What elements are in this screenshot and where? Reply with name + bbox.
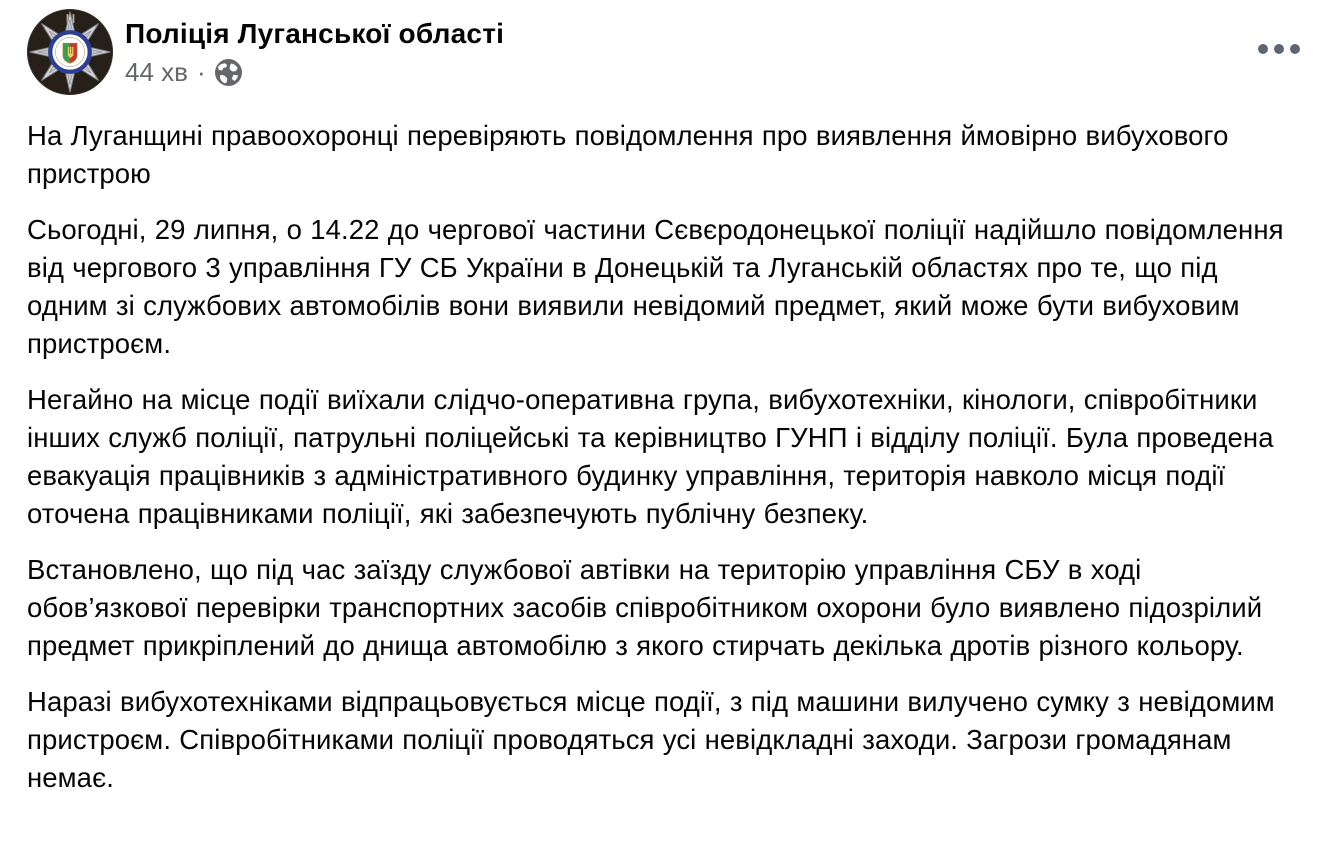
- post-header: [0, 0, 1332, 95]
- post-paragraph: Сьогодні, 29 липня, о 14.22 до чергової частини Сєвєродонецької поліції надійшло повідомлення від чергового 3 управління ГУ СБ України в Донецькій та Луганській областях про те, що під одним зі службових автомобілів вони виявили невідомий предмет, який може бути вибуховим пристроєм.: [27, 214, 1284, 359]
- post-body: [0, 95, 1332, 797]
- meta-separator: ·: [196, 57, 206, 87]
- post-paragraph: Негайно на місце події виїхали слідчо-оперативна група, вибухотехніки, кінологи, співробітники інших служб поліції, патрульні поліцейські та керівництво ГУНП і відділу поліції. Була проведена евакуація працівників з адміністративного будинку управління, територія навколо місця події оточена працівниками поліції, які забезпечують публічну безпеку.: [27, 384, 1274, 529]
- post-paragraph: Наразі вибухотехніками відпрацьовується місце події, з під машини вилучено сумку з невідомим пристроєм. Співробітниками поліції проводяться усі невідкладні заходи. Загрози громадянам немає.: [27, 686, 1275, 793]
- author-name[interactable]: Поліція Луганської області: [125, 18, 505, 49]
- post-paragraph: На Луганщині правоохоронці перевіряють повідомлення про виявлення ймовірно вибухового пристрою: [27, 120, 1229, 189]
- police-badge-icon: [27, 9, 113, 95]
- dot-icon: [1290, 44, 1300, 54]
- post-paragraph: Встановлено, що під час заїзду службової автівки на територію управління СБУ в ході обов’язкової перевірки транспортних засобів співробітником охорони було виявлено підозрілий предмет прикріплений до днища автомобілю з якого стирчать декілька дротів різного кольору.: [27, 554, 1263, 661]
- globe-icon: [215, 59, 242, 86]
- dot-icon: [1274, 44, 1284, 54]
- post-meta: [125, 57, 504, 87]
- timestamp[interactable]: 44 хв: [125, 57, 188, 87]
- dot-icon: [1258, 44, 1268, 54]
- header-text: [125, 9, 504, 87]
- more-options-button[interactable]: [1256, 38, 1302, 60]
- avatar[interactable]: [27, 9, 113, 95]
